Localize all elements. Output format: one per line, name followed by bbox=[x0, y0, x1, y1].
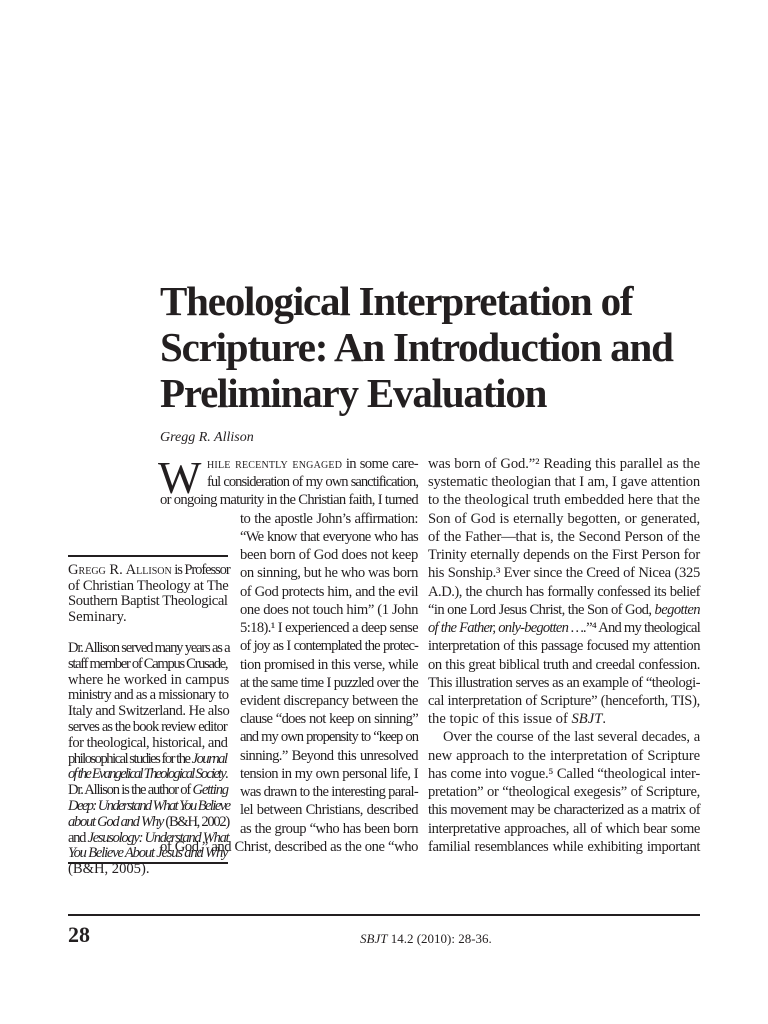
text-span: tion promised in this verse, while bbox=[240, 656, 418, 673]
italic-text: Getting bbox=[192, 782, 228, 799]
text-span: on sinning, but he who was born bbox=[240, 565, 418, 582]
title-line: Theological Interpretation of bbox=[160, 278, 633, 324]
sidebar-top-rule bbox=[68, 555, 228, 557]
text-span: . bbox=[224, 766, 227, 783]
text-span: familial resemblances while exhibiting important bbox=[428, 838, 700, 855]
text-span: of joy as I contemplated the protec- bbox=[240, 638, 418, 655]
text-line bbox=[240, 729, 418, 746]
text-line bbox=[428, 839, 700, 856]
text-span: pretation” or “theological exegesis” of Scripture, bbox=[428, 784, 700, 801]
italic-text: about God and Why bbox=[68, 813, 164, 830]
italic-text: Jesusology: Understand What bbox=[87, 829, 229, 846]
text-line bbox=[207, 456, 418, 473]
text-span: of Christian Theology at The bbox=[68, 577, 229, 594]
text-span: Southern Baptist Theological bbox=[68, 593, 228, 609]
text-line bbox=[428, 547, 700, 564]
text-line bbox=[428, 748, 700, 765]
text-line bbox=[428, 821, 700, 838]
text-line bbox=[428, 766, 700, 783]
text-span: and bbox=[68, 829, 88, 846]
text-span: “in one Lord Jesus Christ, the Son of God, bbox=[428, 601, 655, 618]
text-span: been born of God does not keep bbox=[240, 547, 418, 564]
text-line bbox=[240, 620, 418, 637]
italic-text: SBJT bbox=[571, 711, 603, 728]
small-caps-text: Gregg R. Allison bbox=[68, 562, 172, 578]
text-line bbox=[240, 547, 418, 564]
text-line bbox=[428, 474, 700, 491]
text-span: “We know that everyone who has bbox=[240, 528, 418, 545]
text-line bbox=[68, 687, 230, 704]
text-line bbox=[428, 675, 700, 692]
text-span: as the group “who has been born bbox=[240, 820, 418, 837]
text-span: lel between Christians, described bbox=[240, 802, 418, 819]
text-span: Italy and Switzerland. He also bbox=[68, 703, 230, 720]
text-line bbox=[68, 830, 230, 847]
text-span: staff member of Campus Crusade, bbox=[68, 655, 228, 672]
text-span: is Professor bbox=[171, 562, 230, 578]
text-line bbox=[428, 584, 700, 601]
text-span: for theological, historical, and bbox=[68, 734, 228, 751]
text-span: (B&H, 2002) bbox=[163, 813, 229, 830]
text-span: tension in my own personal life, I bbox=[240, 765, 418, 782]
text-line bbox=[68, 861, 230, 878]
text-line bbox=[68, 593, 230, 610]
italic-text: begotten bbox=[654, 601, 700, 618]
italic-text: of the Evangelical Theological Society bbox=[68, 766, 225, 783]
text-line bbox=[207, 474, 418, 491]
text-span: on this great biblical truth and creedal confession. bbox=[428, 656, 700, 673]
text-line bbox=[68, 640, 230, 657]
text-span: his Sonship.³ Ever since the Creed of Nicea (325 bbox=[428, 565, 700, 582]
text-span: to the apostle John’s affirmation: bbox=[240, 510, 418, 527]
footer-rule bbox=[68, 914, 700, 916]
text-line bbox=[240, 565, 418, 582]
drop-cap: W bbox=[158, 452, 202, 503]
text-line bbox=[428, 456, 700, 473]
text-line bbox=[68, 656, 230, 673]
citation-text: 14.2 (2010): 28-36. bbox=[387, 931, 492, 946]
text-span: was drawn to the interesting paral- bbox=[240, 784, 418, 801]
text-span: Son of God is eternally begotten, or generated, bbox=[428, 510, 700, 527]
text-span: ministry and as a missionary to bbox=[68, 687, 229, 704]
text-span: serves as the book review editor bbox=[68, 719, 227, 735]
text-line bbox=[68, 845, 230, 862]
text-line bbox=[428, 711, 700, 728]
text-line bbox=[68, 578, 230, 595]
text-line bbox=[68, 703, 230, 720]
text-line bbox=[240, 638, 418, 655]
text-line bbox=[240, 748, 418, 765]
italic-text: of the Father, only-begotten …. bbox=[428, 620, 587, 637]
title-line: Scripture: An Introduction and bbox=[160, 324, 673, 370]
text-line bbox=[428, 657, 700, 674]
text-line bbox=[240, 529, 418, 546]
text-line bbox=[428, 492, 700, 509]
text-span: Trinity eternally depends on the First Person for bbox=[428, 547, 700, 564]
text-span: systematic theologian that I am, I gave attention bbox=[428, 474, 700, 491]
journal-citation bbox=[360, 931, 492, 947]
text-span: new approach to the interpretation of Scripture bbox=[428, 747, 700, 764]
text-span: at the same time I puzzled over the bbox=[240, 674, 418, 691]
author-byline: Gregg R. Allison bbox=[160, 430, 254, 445]
text-span: Over the course of the last several decades, a bbox=[443, 729, 700, 746]
text-line bbox=[428, 784, 700, 801]
text-span: in some care- bbox=[342, 456, 418, 472]
text-line bbox=[428, 638, 700, 655]
text-line bbox=[240, 693, 418, 710]
journal-name: SBJT bbox=[360, 931, 388, 946]
text-line bbox=[428, 802, 700, 819]
text-line bbox=[68, 798, 230, 815]
small-caps-text: hile recently engaged bbox=[207, 456, 343, 472]
text-span: ful consideration of my own sanctification, bbox=[207, 474, 418, 491]
text-line bbox=[240, 657, 418, 674]
text-span: interpretation of this passage focused my attention bbox=[428, 638, 700, 655]
text-span: where he worked in campus bbox=[68, 671, 230, 688]
text-line bbox=[240, 675, 418, 692]
text-line bbox=[428, 565, 700, 582]
text-line bbox=[240, 711, 418, 728]
text-line bbox=[68, 719, 230, 736]
text-span: clause “does not keep on sinning” bbox=[240, 711, 418, 728]
text-span: sinning.” Beyond this unresolved bbox=[240, 747, 418, 764]
text-span: ”⁴ And my theological bbox=[586, 620, 700, 637]
italic-text: Deep: Understand What You Believe bbox=[68, 798, 230, 814]
text-line bbox=[160, 492, 418, 509]
text-span: or ongoing maturity in the Christian faith, I turned bbox=[160, 492, 418, 509]
text-line bbox=[240, 602, 418, 619]
text-line bbox=[428, 693, 700, 710]
text-line bbox=[428, 602, 700, 619]
text-span: of God,” and Christ, described as the one “who bbox=[160, 838, 418, 855]
text-span: 5:18).¹ I experienced a deep sense bbox=[240, 620, 418, 637]
text-line bbox=[428, 529, 700, 546]
text-span: interpretative approaches, all of which bear some bbox=[428, 820, 700, 837]
text-span: the topic of this issue of bbox=[428, 711, 572, 728]
text-line bbox=[68, 735, 230, 752]
text-span: . bbox=[602, 711, 606, 728]
italic-text: You Believe About Jesus and Why bbox=[68, 845, 228, 862]
text-span: This illustration serves as an example of “theologi- bbox=[428, 674, 700, 691]
text-line bbox=[68, 562, 230, 579]
text-span: and my own propensity to “keep on bbox=[240, 729, 418, 746]
text-span: Dr. Allison served many years as a bbox=[68, 640, 230, 656]
text-line bbox=[68, 782, 230, 799]
text-span: this movement may be characterized as a matrix of bbox=[428, 802, 700, 819]
text-span: of the Father—that is, the Second Person of the bbox=[428, 528, 700, 545]
text-line bbox=[240, 802, 418, 819]
text-line bbox=[68, 609, 230, 626]
text-line bbox=[240, 766, 418, 783]
text-line bbox=[240, 584, 418, 601]
text-line bbox=[68, 751, 230, 768]
text-line bbox=[68, 672, 230, 689]
text-line bbox=[443, 729, 700, 746]
text-span: (B&H, 2005). bbox=[68, 861, 150, 878]
text-line bbox=[68, 766, 230, 783]
text-span: Seminary. bbox=[68, 608, 127, 625]
text-span: A.D.), the church has formally confessed its belief bbox=[428, 583, 700, 600]
text-span: has come into vogue.⁵ Called “theological inter- bbox=[428, 765, 700, 782]
text-line bbox=[68, 814, 230, 831]
text-span: was born of God.”² Reading this parallel as the bbox=[428, 456, 700, 472]
article-title bbox=[160, 278, 720, 416]
text-span: evident discrepancy between the bbox=[240, 692, 418, 709]
text-span: philosophical studies for the bbox=[68, 750, 192, 767]
text-line bbox=[240, 821, 418, 838]
text-span: to the theological truth embedded here that the bbox=[428, 492, 700, 509]
text-span: one does not touch him” (1 John bbox=[240, 601, 418, 618]
text-line bbox=[428, 620, 700, 637]
text-span: cal interpretation of Scripture” (henceforth, TIS), bbox=[428, 692, 700, 709]
page-number: 28 bbox=[68, 922, 90, 947]
title-line: Preliminary Evaluation bbox=[160, 370, 547, 416]
text-line bbox=[240, 784, 418, 801]
text-line bbox=[240, 511, 418, 528]
text-span: of God protects him, and the evil bbox=[240, 583, 418, 600]
text-span: Dr. Allison is the author of bbox=[68, 782, 193, 799]
text-line bbox=[428, 511, 700, 528]
italic-text: Journal bbox=[191, 750, 227, 767]
